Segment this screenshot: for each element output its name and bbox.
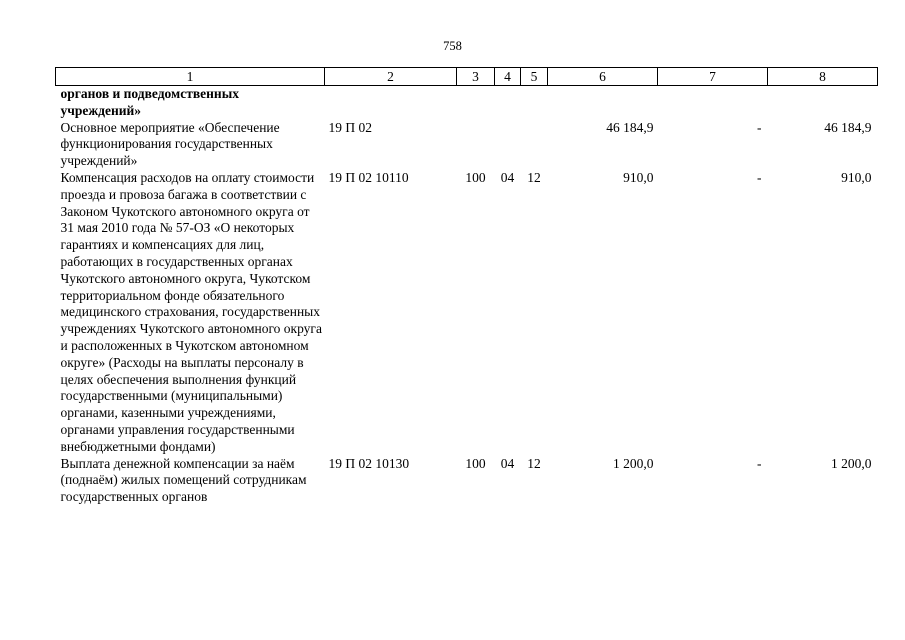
row-pr: 12: [527, 169, 541, 185]
table-row: [56, 120, 878, 170]
table-row: [56, 170, 878, 456]
header-col-6: 6: [548, 68, 658, 86]
table-body: [56, 86, 878, 506]
header-col-5: 5: [521, 68, 548, 86]
header-col-2: 2: [325, 68, 457, 86]
row-vr: 100: [465, 455, 486, 471]
row-code: 19 П 02 10130: [328, 455, 410, 471]
row-name: Выплата денежной компенсации за наём (поднаём) жилых помещений сотрудникам государственных органов: [60, 455, 307, 505]
row-col6: 910,0: [623, 169, 654, 185]
row-col7: [658, 86, 768, 120]
row-name: органов и подведомственных учреждений»: [60, 86, 239, 118]
row-col6: [548, 86, 658, 120]
row-pr: [521, 86, 548, 120]
row-code: 19 П 02: [328, 119, 372, 135]
row-vr: [457, 86, 495, 120]
row-code: 19 П 02 10110: [328, 169, 409, 185]
header-col-8: 8: [768, 68, 878, 86]
row-col6: 46 184,9: [606, 119, 654, 135]
row-col8: 1 200,0: [831, 455, 872, 471]
row-vr: [457, 120, 495, 170]
row-code: [325, 86, 457, 120]
row-col7: -: [757, 455, 762, 471]
row-rz: 04: [500, 169, 515, 185]
table-row: [56, 456, 878, 506]
row-rz: [495, 86, 521, 120]
header-col-1: 1: [56, 68, 325, 86]
row-col8: 46 184,9: [824, 119, 872, 135]
row-col8: 910,0: [841, 169, 872, 185]
row-pr: [521, 120, 548, 170]
header-col-4: 4: [495, 68, 521, 86]
row-rz: 04: [500, 455, 515, 471]
row-pr: 12: [527, 455, 541, 471]
header-col-3: 3: [457, 68, 495, 86]
row-name: Компенсация расходов на оплату стоимости проезда и провоза багажа в соответствии с Законом Чукотского автономного округа от 31 мая 2010 года № 57-ОЗ «О некоторых гарантиях и компенсациях для лиц, работающих в государственных органах Чукотского автономного округа, Чукотском территориальном фонде обязательного медицинского страхования, государственных учреждениях Чукотского автономного округа и расположенных в Чукотском автономном округе» (Расходы на выплаты персоналу в целях обеспечения выполнения функций государственными (муниципальными) органами, казенными учреждениями, органами управления государственными внебюджетными фондами): [60, 169, 322, 454]
row-col7: -: [757, 119, 762, 135]
table-header: [56, 68, 878, 86]
table-row: [56, 86, 878, 120]
header-col-7: 7: [658, 68, 768, 86]
row-vr: 100: [465, 169, 486, 185]
row-col7: -: [757, 169, 762, 185]
page-number: 758: [443, 39, 462, 53]
row-name: Основное мероприятие «Обеспечение функционирования государственных учреждений»: [60, 119, 280, 169]
row-rz: [495, 120, 521, 170]
row-col6: 1 200,0: [613, 455, 654, 471]
budget-table: [55, 67, 878, 506]
row-col8: [768, 86, 878, 120]
